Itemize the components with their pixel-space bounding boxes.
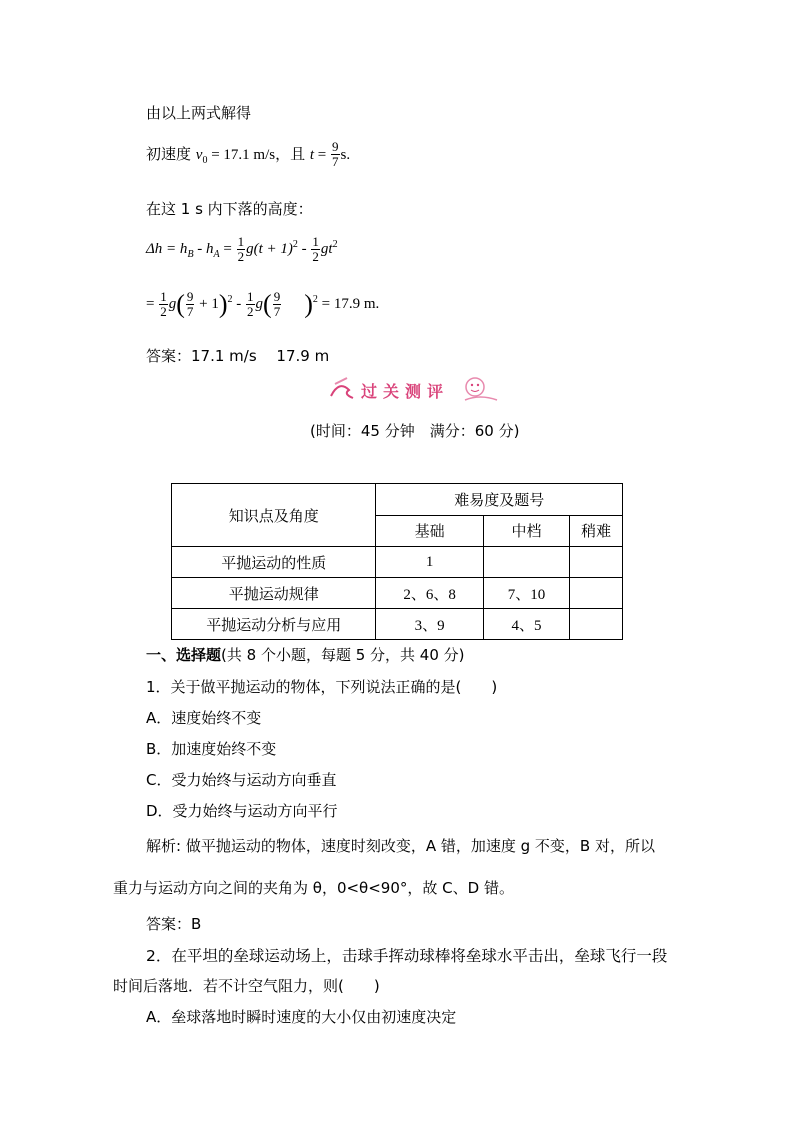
q1-analysis-line-1: 解析: 做平抛运动的物体，速度时刻改变，A 错，加速度 g 不变，B 对，所以	[146, 837, 655, 855]
solution-line-1: 由以上两式解得	[146, 104, 252, 122]
banner-title: 过关测评	[361, 382, 450, 401]
v0-and: ，且	[275, 145, 310, 163]
half-fraction-4: $\frac{1}{2}$	[247, 289, 254, 319]
table-row: 平抛运动分析与应用 3、9 4、5	[172, 609, 623, 640]
solution-line-3: 在这 1 s 内下落的高度：	[146, 200, 313, 218]
table-subheader-basic: 基础	[376, 515, 483, 547]
q1-analysis-line-2: 重力与运动方向之间的夹角为 θ，0<θ<90°，故 C、D 错。	[113, 879, 514, 897]
t-eq: =	[314, 147, 331, 163]
v0-var: v	[195, 147, 203, 163]
half-fraction-3: $\frac{1}{2}$	[160, 289, 167, 319]
table-subheader-hard: 稍难	[570, 515, 623, 547]
v0-value: = 17.1 m/s	[207, 147, 276, 163]
section-heading-label: 一、选择题	[146, 646, 222, 664]
t-fraction: $\frac{9}{7}$	[332, 139, 339, 169]
q1-stem: 1．关于做平抛运动的物体，下列说法正确的是( )	[146, 678, 498, 696]
t-var: t	[309, 147, 315, 163]
q2-stem-line-2: 时间后落地．若不计空气阻力，则( )	[113, 977, 380, 995]
q1-option-c: C．受力始终与运动方向垂直	[146, 771, 337, 789]
section-heading	[146, 644, 465, 665]
table-subheader-medium: 中档	[483, 515, 569, 547]
time-score-line: (时间：45 分钟 满分：60 分)	[310, 422, 520, 440]
half-fraction-2: $\frac{1}{2}$	[312, 234, 319, 264]
v0-sub: 0	[202, 155, 208, 166]
q1-option-d: D．受力始终与运动方向平行	[146, 802, 338, 820]
t-unit: s.	[340, 147, 351, 163]
table-header-difficulty: 难易度及题号	[376, 484, 623, 516]
v0-prefix: 初速度	[146, 145, 196, 163]
table-header-topic: 知识点及角度	[172, 484, 376, 547]
equation-1: $\Delta h = h_B - h_A$ = $\frac{1}{2}$ $g(t + 1)^2$ - $\frac{1}{2}$ $gt^2$	[146, 234, 338, 264]
equation-2: = $\frac{1}{2}$ g( $\frac{9}{7}$ + 1)$^2$ - $\frac{1}{2}$ g( $\frac{9}{7}$ )$^2$ = 17.9 m.	[146, 289, 380, 319]
q2-stem-line-1: 2．在平坦的垒球运动场上，击球手挥动球棒将垒球水平击出，垒球飞行一段	[146, 947, 668, 965]
half-fraction: $\frac{1}{2}$	[237, 234, 245, 264]
q1-option-a: A．速度始终不变	[146, 709, 262, 727]
nine-sevenths-1: $\frac{9}{7}$	[186, 289, 194, 319]
section-banner	[325, 372, 505, 406]
q1-answer: 答案：B	[146, 915, 202, 933]
intro-answer: 答案：17.1 m/s 17.9 m	[146, 347, 330, 365]
knowledge-table	[171, 483, 623, 640]
table-row: 平抛运动的性质 1	[172, 547, 623, 578]
q2-option-a: A．垒球落地时瞬时速度的大小仅由初速度决定	[146, 1008, 457, 1026]
table-row: 平抛运动规律 2、6、8 7、10	[172, 578, 623, 609]
q1-option-b: B．加速度始终不变	[146, 740, 277, 758]
initial-velocity-line	[146, 140, 350, 169]
section-heading-detail: (共 8 个小题，每题 5 分，共 40 分)	[221, 646, 465, 664]
nine-sevenths-2: $\frac{9}{7}$	[273, 289, 281, 319]
